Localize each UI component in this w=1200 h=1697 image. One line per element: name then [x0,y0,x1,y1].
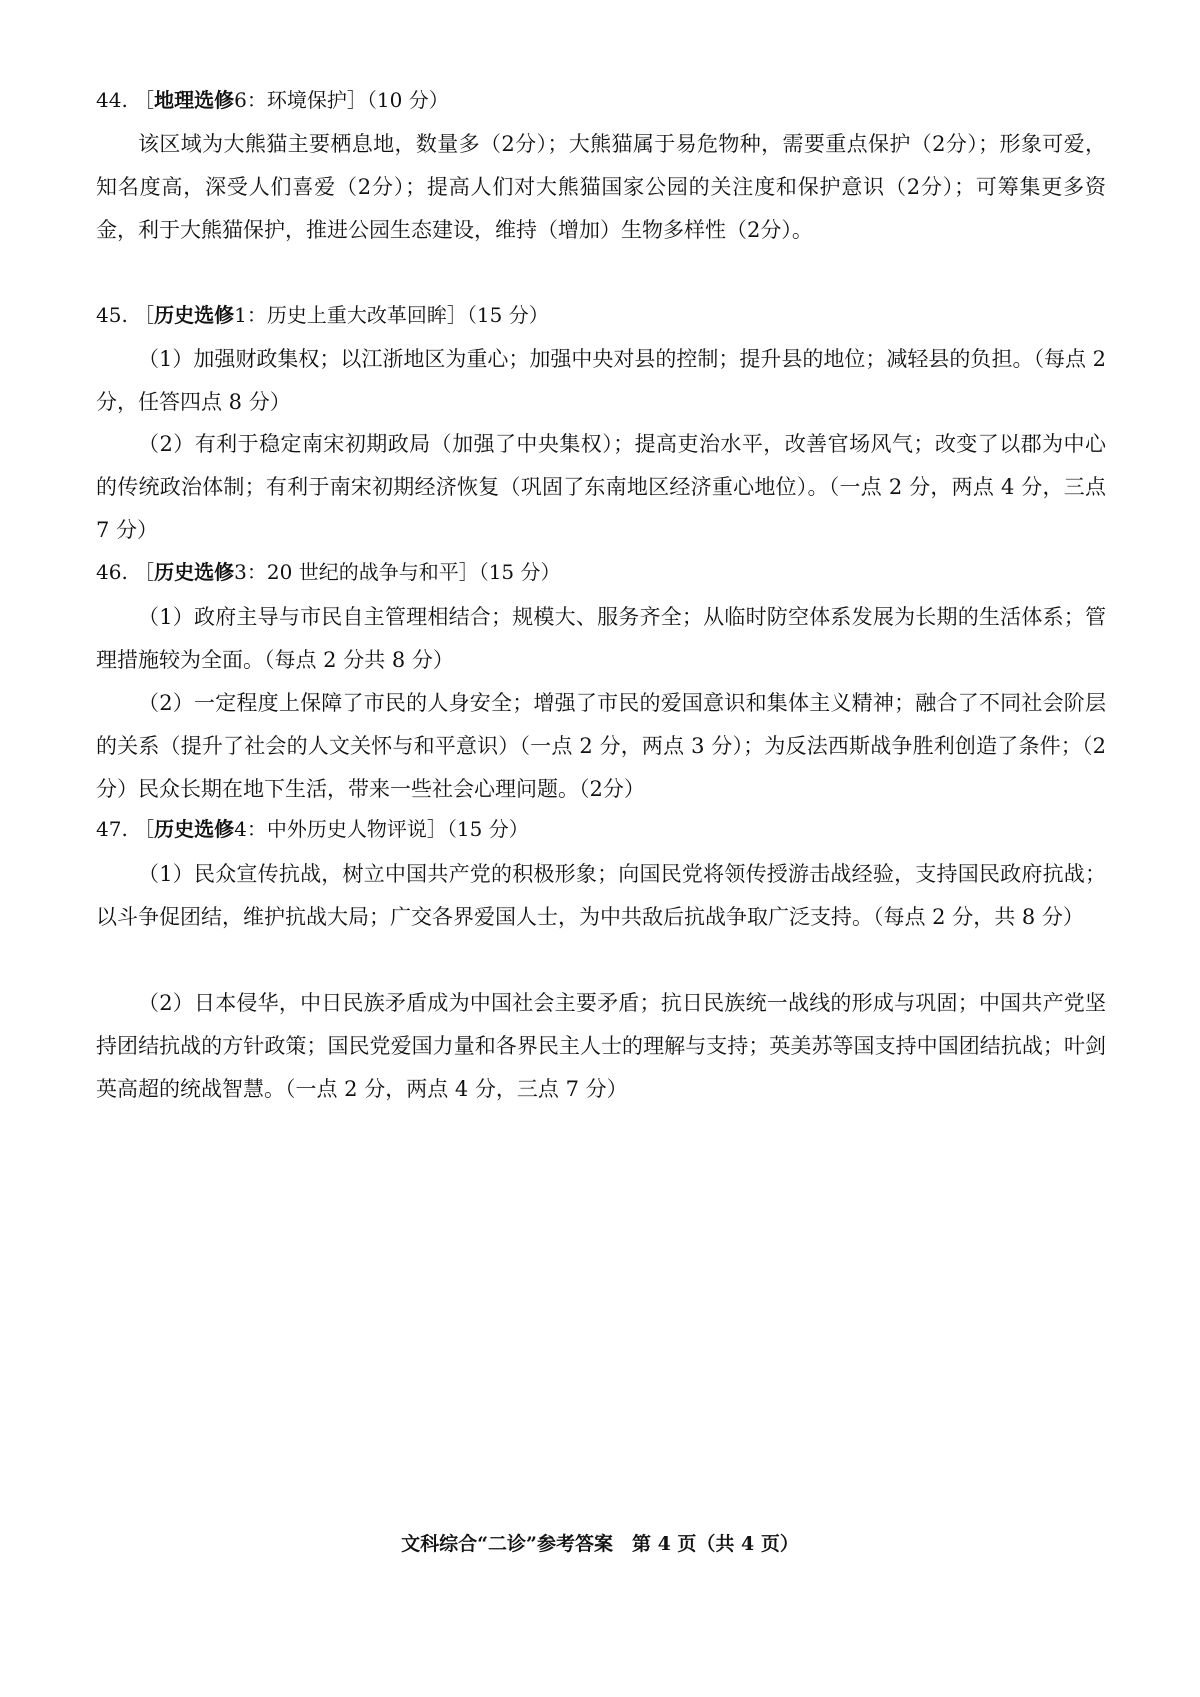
answer-paragraph: （2）日本侵华，中日民族矛盾成为中国社会主要矛盾；抗日民族统一战线的形成与巩固；中国共产党坚持团结抗战的方针政策；国民党爱国力量和各界民主人士的理解与支持；英美苏等国支持中国团结抗战；叶剑英高超的统战智慧。（一点 2 分，两点 4 分，三点 7 分） [96,991,1106,1101]
question-number: 46. [96,560,128,584]
question-subtopic: 4：中外历史人物评说 [234,817,427,841]
answer-paragraph: （2）有利于稳定南宋初期政局（加强了中央集权）；提高吏治水平，改善官场风气；改变了以郡为中心的传统政治体制；有利于南宋初期经济恢复（巩固了东南地区经济重心地位）。（一点 2 分，两点 4 分，三点 7 分） [96,432,1106,542]
answer-paragraph: （2）一定程度上保障了市民的人身安全；增强了市民的爱国意识和集体主义精神；融合了不同社会阶层的关系（提升了社会的人文关怀与和平意识）（一点 2 分，两点 3 分）；为反法西斯战争胜利创造了条件；（2分）民众长期在地下生活，带来一些社会心理问题。（2分） [96,691,1106,801]
question-topic: 地理选修 [154,88,235,112]
bracket-close: ］ [346,88,367,112]
question-45-heading [96,303,1106,327]
bracket-close: ］ [446,303,467,327]
question-topic: 历史选修 [154,817,235,841]
bracket-open: ［ [134,303,155,327]
question-subtopic: 1：历史上重大改革回眸 [234,303,447,327]
question-number: 47. [96,817,128,841]
question-subtopic: 3：20 世纪的战争与和平 [234,560,459,584]
answer-paragraph: （1）加强财政集权；以江浙地区为重心；加强中央对县的控制；提升县的地位；减轻县的负担。（每点 2 分，任答四点 8 分） [96,347,1106,414]
answer-paragraph: （1）政府主导与市民自主管理相结合；规模大、服务齐全；从临时防空体系发展为长期的生活体系；管理措施较为全面。（每点 2 分共 8 分） [96,605,1106,672]
answer-paragraph: （1）民众宣传抗战，树立中国共产党的积极形象；向国民党将领传授游击战经验，支持国民政府抗战；以斗争促团结，维护抗战大局；广交各界爱国人士，为中共敌后抗战争取广泛支持。（每点 2 分，共 8 分） [96,862,1106,929]
question-number: 45. [96,303,128,327]
question-46-heading [96,560,1106,584]
question-47-heading [96,817,1106,841]
question-number: 44. [96,88,128,112]
answer-paragraph: 该区域为大熊猫主要栖息地，数量多（2分）；大熊猫属于易危物种，需要重点保护（2分）；形象可爱，知名度高，深受人们喜爱（2分）；提高人们对大熊猫国家公园的关注度和保护意识（2分）；可筹集更多资金，利于大熊猫保护，推进公园生态建设，维持（增加）生物多样性（2分）。 [96,132,1106,242]
question-topic: 历史选修 [154,303,235,327]
bracket-open: ［ [134,817,155,841]
bracket-open: ［ [134,88,155,112]
bracket-open: ［ [134,560,155,584]
question-points: （15 分） [478,560,561,584]
question-44-heading [96,88,1106,112]
question-topic: 历史选修 [154,560,235,584]
question-points: （10 分） [366,88,449,112]
question-points: （15 分） [446,817,529,841]
page-footer: 文科综合“二诊”参考答案 第 4 页（共 4 页） [401,1533,799,1555]
bracket-close: ］ [426,817,447,841]
question-points: （15 分） [466,303,549,327]
bracket-close: ］ [458,560,479,584]
question-subtopic: 6：环境保护 [234,88,347,112]
